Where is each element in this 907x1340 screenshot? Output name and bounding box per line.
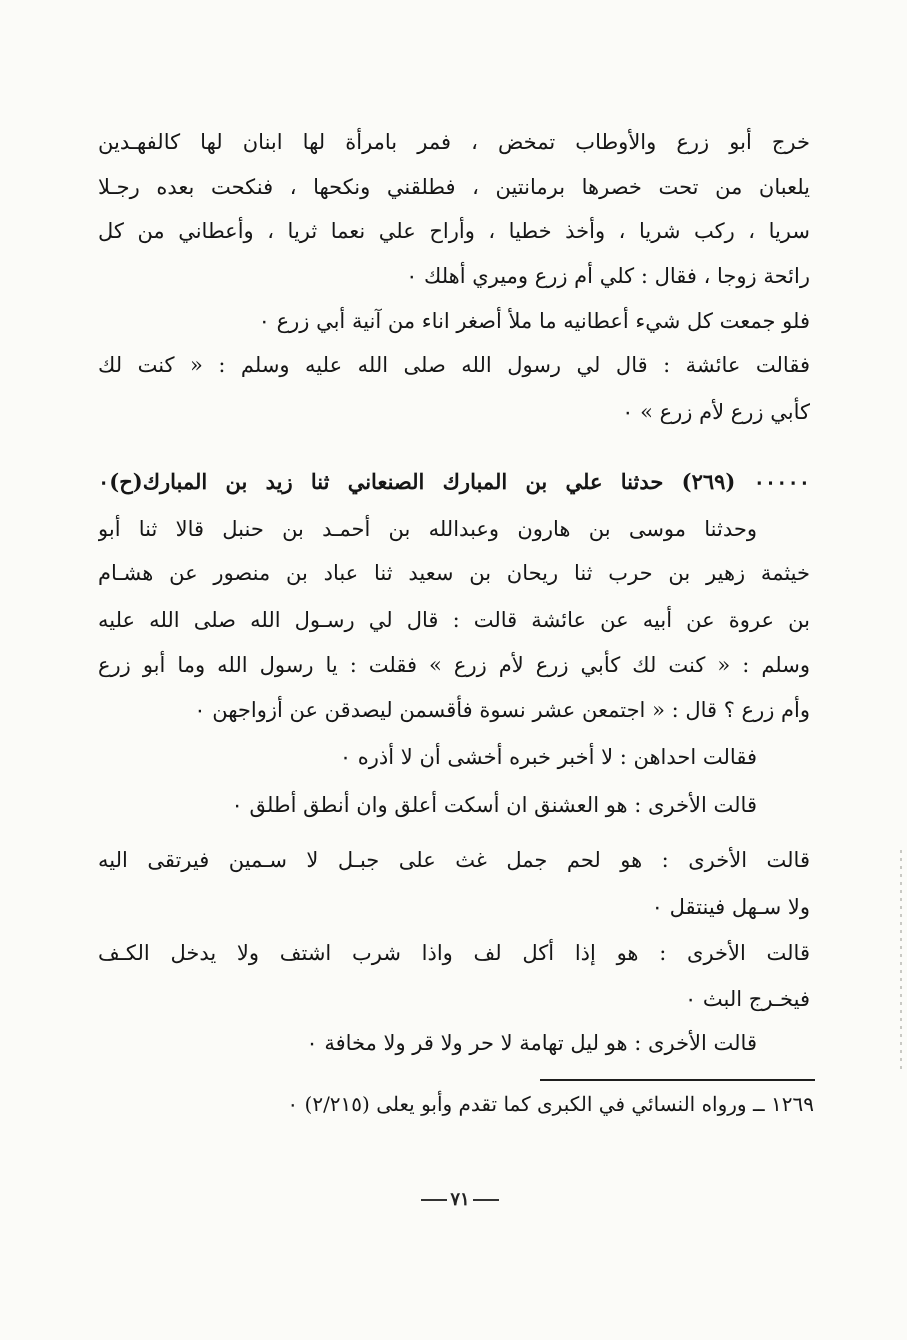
text-line: فقالت عائشة : قال لي رسول الله صلى الله عليه وسلم : « كنت لك [98, 353, 810, 377]
text-line: رائحة زوجا ، فقال : كلي أم زرع وميري أهلك ٠ [406, 264, 810, 288]
text-line: وسلم : « كنت لك كأبي زرع لأم زرع » فقلت : يا رسول الله وما أبو زرع [98, 653, 810, 677]
text-line: قالت الأخرى : هو ليل تهامة لا حر ولا قر ولا مخافة ٠ [306, 1031, 757, 1055]
footnote: ١٢٦٩ ــ ورواه النسائي في الكبرى كما تقدم وأبو يعلى (٢/٢١٥) ٠ [287, 1092, 814, 1116]
text-line: بن عروة عن أبيه عن عائشة قالت : قال لي رسـول الله صلى الله عليه [98, 608, 810, 632]
page-number-dash [473, 1199, 499, 1201]
text-line: خرج أبو زرع والأوطاب تمخض ، فمر بامرأة لها ابنان لها كالفهـدين [98, 130, 810, 154]
text-line: سريا ، ركب شريا ، وأخذ خطيا ، وأراح علي نعما ثريا ، وأعطاني من كل [98, 219, 810, 243]
scan-edge-mark [900, 850, 902, 1070]
text-line: قالت الأخرى : هو إذا أكل لف واذا شرب اشتف ولا يدخل الكـف [98, 941, 810, 965]
text-line: فيخـرج البث ٠ [684, 987, 810, 1011]
text-line: خيثمة زهير بن حرب ثنا ريحان بن سعيد ثنا عباد بن منصور عن هشـام [98, 561, 810, 585]
text-line: قالت الأخرى : هو العشنق ان أسكت أعلق وان أنطق أطلق ٠ [231, 793, 757, 817]
page-number [380, 1185, 540, 1215]
text-line: ولا سـهل فينتقل ٠ [651, 895, 810, 919]
text-line: كأبي زرع لأم زرع » ٠ [622, 400, 810, 424]
text-line: وأم زرع ؟ قال : « اجتمعن عشر نسوة فأقسمن ليصدقن عن أزواجهن ٠ [194, 698, 810, 722]
page-number-text: ٧١ [450, 1189, 470, 1210]
footnote-divider [540, 1079, 815, 1081]
text-line: فقالت احداهن : لا أخبر خبره أخشى أن لا أذره ٠ [339, 745, 757, 769]
hadith-heading: ٠٠٠٠٠ (٢٦٩) حدثنا علي بن المبارك الصنعاني ثنا زيد بن المبارك(ح)٠ [98, 469, 810, 494]
page-number-dash [421, 1199, 447, 1201]
text-line: فلو جمعت كل شيء أعطانيه ما ملأ أصغر اناء من آنية أبي زرع ٠ [258, 309, 810, 333]
text-line: يلعبان من تحت خصرها برمانتين ، فطلقني ونكحها ، فنكحت بعده رجـلا [98, 175, 810, 199]
text-line: وحدثنا موسى بن هارون وعبدالله بن أحمـد بن حنبل قالا ثنا أبو [98, 517, 757, 541]
text-line: قالت الأخرى : هو لحم جمل غث على جبـل لا سـمين فيرتقى اليه [98, 848, 810, 872]
